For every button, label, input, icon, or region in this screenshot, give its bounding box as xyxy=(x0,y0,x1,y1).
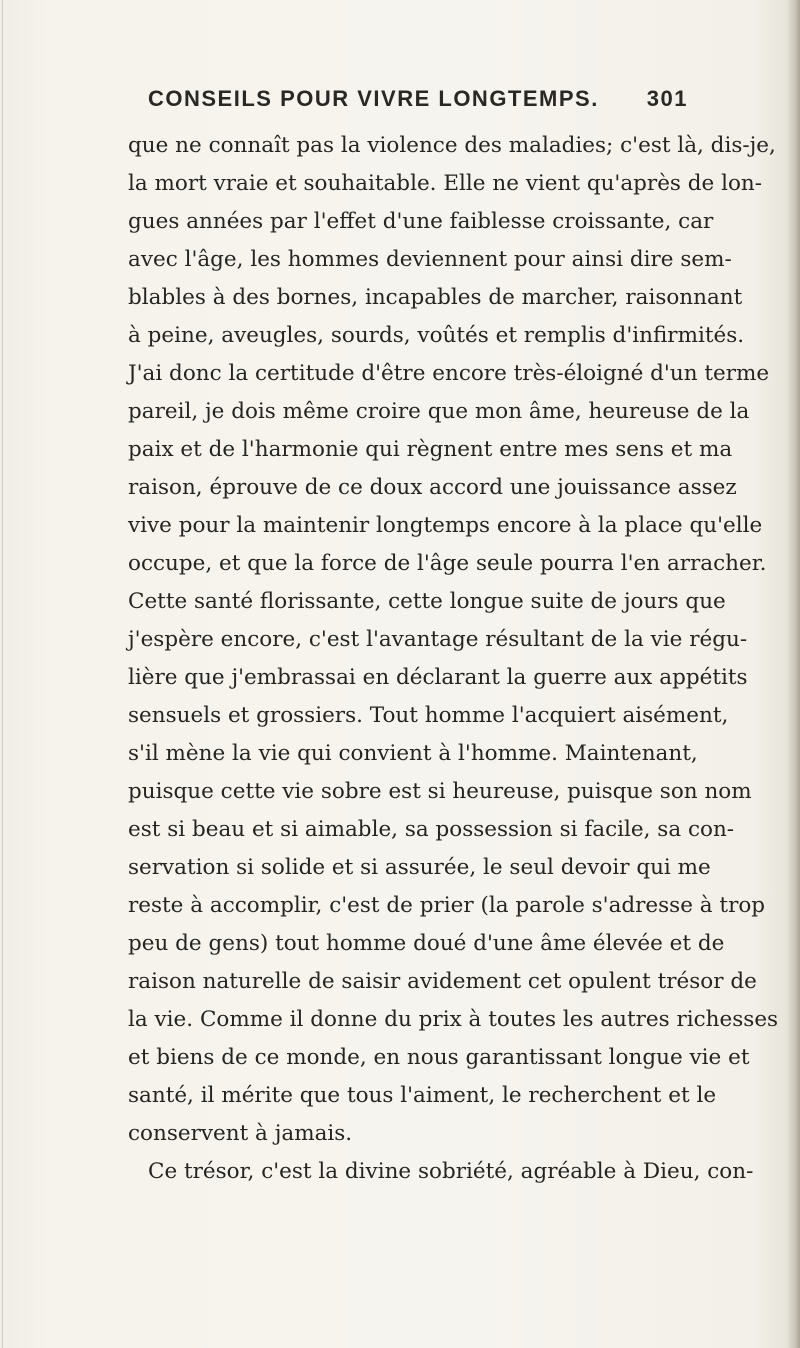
text-line: pareil, je dois même croire que mon âme, heureuse de la xyxy=(128,399,750,424)
text-line: s'il mène la vie qui convient à l'homme. Maintenant, xyxy=(128,741,698,766)
text-line: blables à des bornes, incapables de marcher, raisonnant xyxy=(128,285,743,310)
spine-shadow xyxy=(786,0,800,1348)
text-line: j'espère encore, c'est l'avantage résultant de la vie régu- xyxy=(128,627,748,652)
body-text xyxy=(128,127,779,1191)
text-line: que ne connaît pas la violence des maladies; c'est là, dis-je, xyxy=(128,133,776,158)
text-line: la vie. Comme il donne du prix à toutes les autres richesses xyxy=(128,1007,779,1032)
text-line: raison naturelle de saisir avidement cet opulent trésor de xyxy=(128,969,757,994)
page-header xyxy=(148,82,688,116)
paragraph-start-line: Ce trésor, c'est la divine sobriété, agréable à Dieu, con- xyxy=(148,1159,754,1184)
text-line: sensuels et grossiers. Tout homme l'acquiert aisément, xyxy=(128,703,729,728)
text-line: vive pour la maintenir longtemps encore à la place qu'elle xyxy=(128,513,763,538)
text-line: peu de gens) tout homme doué d'une âme élevée et de xyxy=(128,931,725,956)
text-line: Cette santé florissante, cette longue suite de jours que xyxy=(128,589,726,614)
paragraph-end-line: conservent à jamais. xyxy=(128,1121,353,1146)
running-title: CONSEILS POUR VIVRE LONGTEMPS. xyxy=(148,86,599,111)
text-line: et biens de ce monde, en nous garantissant longue vie et xyxy=(128,1045,750,1070)
page-number: 301 xyxy=(646,86,688,111)
text-line: lière que j'embrassai en déclarant la guerre aux appétits xyxy=(128,665,748,690)
text-line: reste à accomplir, c'est de prier (la parole s'adresse à trop xyxy=(128,893,766,918)
text-line: occupe, et que la force de l'âge seule pourra l'en arracher. xyxy=(128,551,767,576)
text-line: paix et de l'harmonie qui règnent entre mes sens et ma xyxy=(128,437,733,462)
text-line: puisque cette vie sobre est si heureuse, puisque son nom xyxy=(128,779,752,804)
text-line: avec l'âge, les hommes deviennent pour ainsi dire sem- xyxy=(128,247,732,272)
text-line: J'ai donc la certitude d'être encore très-éloigné d'un terme xyxy=(128,361,770,386)
text-line: est si beau et si aimable, sa possession si facile, sa con- xyxy=(128,817,735,842)
text-line: santé, il mérite que tous l'aiment, le recherchent et le xyxy=(128,1083,717,1108)
text-line: la mort vraie et souhaitable. Elle ne vient qu'après de lon- xyxy=(128,171,763,196)
text-line: à peine, aveugles, sourds, voûtés et remplis d'infirmités. xyxy=(128,323,745,348)
text-line: gues années par l'effet d'une faiblesse croissante, car xyxy=(128,209,714,234)
text-line: servation si solide et si assurée, le seul devoir qui me xyxy=(128,855,711,880)
text-line: raison, éprouve de ce doux accord une jouissance assez xyxy=(128,475,737,500)
page-edge xyxy=(2,0,3,1348)
